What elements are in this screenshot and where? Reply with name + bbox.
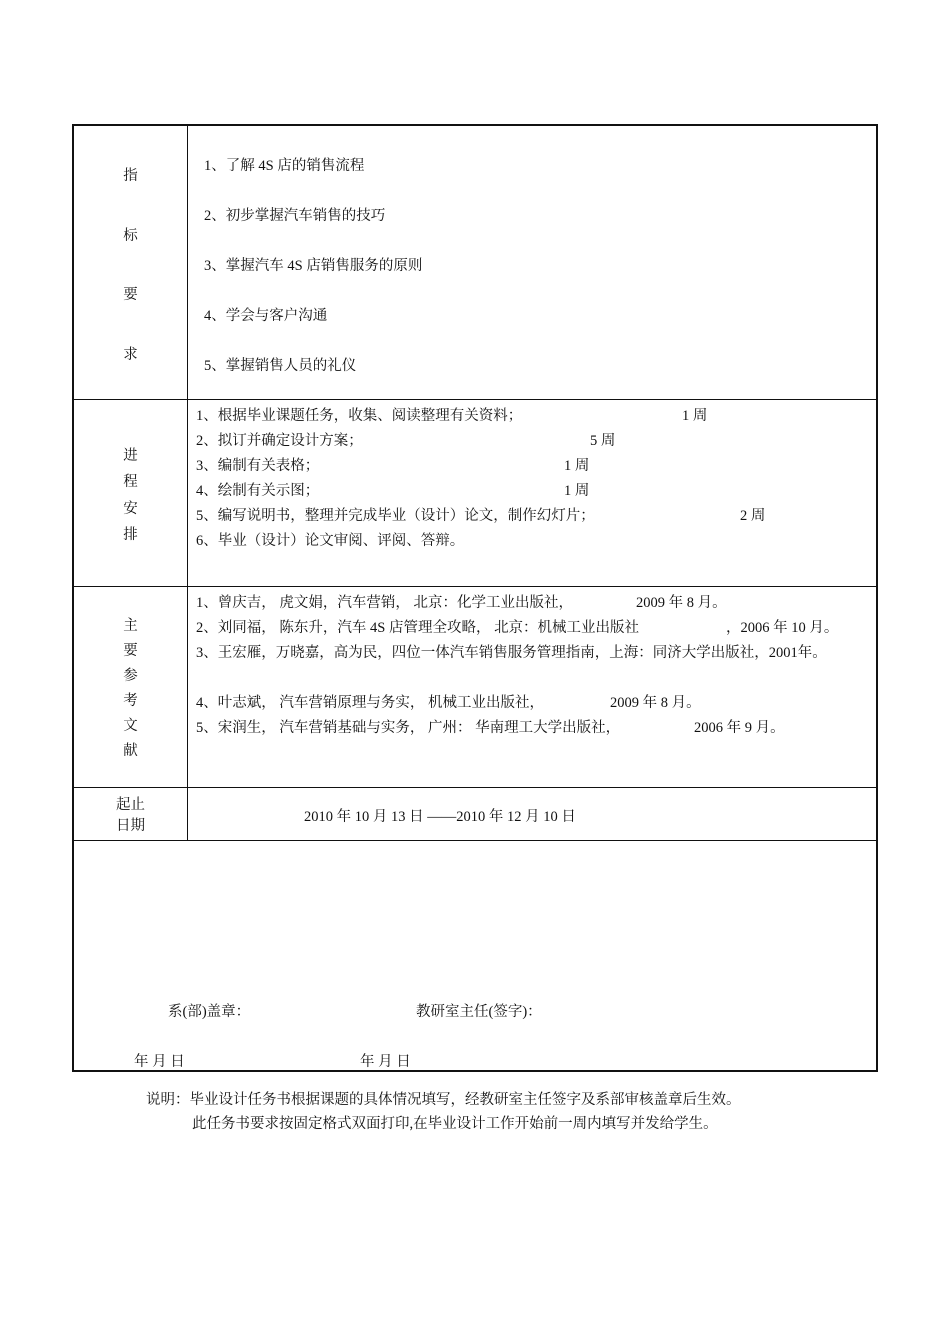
schedule-item: 1、根据毕业课题任务，收集、阅读整理有关资料；	[196, 408, 523, 424]
schedule-label-char: 程	[123, 474, 138, 491]
requirements-label	[74, 164, 187, 364]
period-value: 2010 年 10 月 13 日 ——2010 年 12 月 10 日	[304, 809, 576, 825]
requirement-item: 5、掌握销售人员的礼仪	[204, 358, 357, 374]
row-divider	[74, 586, 876, 587]
requirement-item: 2、初步掌握汽车销售的技巧	[204, 208, 386, 224]
requirements-label-char: 指	[123, 168, 138, 184]
requirements-label-char: 求	[123, 346, 138, 363]
references-label-char: 要	[123, 643, 138, 659]
schedule-item: 4、绘制有关示图；	[196, 483, 320, 499]
schedule-label-char: 排	[123, 526, 138, 543]
row-divider	[74, 787, 876, 788]
schedule-label	[74, 444, 187, 544]
reference-date: ，2006 年 10 月。	[726, 620, 839, 636]
note-line-1: 说明：毕业设计任务书根据课题的具体情况填写，经教研室主任签字及系部审核盖章后生效。	[146, 1092, 741, 1108]
reference-date: 2009 年 8 月。	[636, 595, 727, 611]
column-divider	[187, 126, 188, 840]
note-line-2: 此任务书要求按固定格式双面打印,在毕业设计工作开始前一周内填写并发给学生。	[192, 1116, 718, 1132]
schedule-item: 2、拟订并确定设计方案；	[196, 433, 363, 449]
requirements-label-char: 要	[123, 287, 138, 304]
dept-date: 年 月 日	[134, 1054, 185, 1070]
schedule-duration: 5 周	[590, 433, 616, 449]
references-label-char: 献	[123, 743, 138, 759]
period-label	[74, 791, 187, 837]
reference-item: 5、宋润生， 汽车营销基础与实务， 广州： 华南理工大学出版社，	[196, 720, 621, 736]
references-label-char: 主	[123, 618, 138, 634]
task-form-table	[72, 124, 878, 1072]
references-label-char: 文	[123, 718, 138, 734]
schedule-item: 6、毕业（设计）论文审阅、评阅、答辩。	[196, 533, 465, 549]
schedule-duration: 2 周	[740, 508, 766, 524]
schedule-item: 3、编制有关表格；	[196, 458, 320, 474]
reference-item: 3、王宏雁，万晓嘉，高为民，四位一体汽车销售服务管理指南，上海：同济大学出版社，2001年。	[196, 645, 827, 661]
schedule-item: 5、编写说明书，整理并完成毕业（设计）论文，制作幻灯片；	[196, 508, 595, 524]
director-date: 年 月 日	[360, 1054, 411, 1070]
requirement-item: 3、掌握汽车 4S 店销售服务的原则	[204, 258, 423, 274]
references-label-char: 考	[123, 693, 138, 709]
schedule-label-char: 进	[123, 448, 138, 464]
requirements-label-char: 标	[123, 227, 138, 244]
references-label	[74, 614, 187, 760]
reference-item: 4、叶志斌， 汽车营销原理与务实， 机械工业出版社，	[196, 695, 544, 711]
period-label-line: 日期	[116, 818, 145, 834]
requirement-item: 4、学会与客户沟通	[204, 308, 328, 324]
schedule-label-char: 安	[123, 500, 138, 517]
period-label-line: 起止	[116, 797, 145, 813]
reference-date: 2006 年 9 月。	[694, 720, 785, 736]
dept-seal-label: 系(部)盖章：	[168, 1004, 251, 1020]
row-divider	[74, 840, 876, 841]
director-sign-label: 教研室主任(签字)：	[416, 1004, 542, 1020]
references-label-char: 参	[123, 668, 138, 684]
reference-date: 2009 年 8 月。	[610, 695, 701, 711]
reference-item: 1、曾庆吉， 虎文娟，汽车营销， 北京：化学工业出版社，	[196, 595, 573, 611]
reference-item: 2、刘同福， 陈东升，汽车 4S 店管理全攻略， 北京：机械工业出版社	[196, 620, 640, 636]
schedule-duration: 1 周	[564, 458, 590, 474]
schedule-duration: 1 周	[682, 408, 708, 424]
row-divider	[74, 399, 876, 400]
schedule-duration: 1 周	[564, 483, 590, 499]
requirement-item: 1、了解 4S 店的销售流程	[204, 158, 365, 174]
